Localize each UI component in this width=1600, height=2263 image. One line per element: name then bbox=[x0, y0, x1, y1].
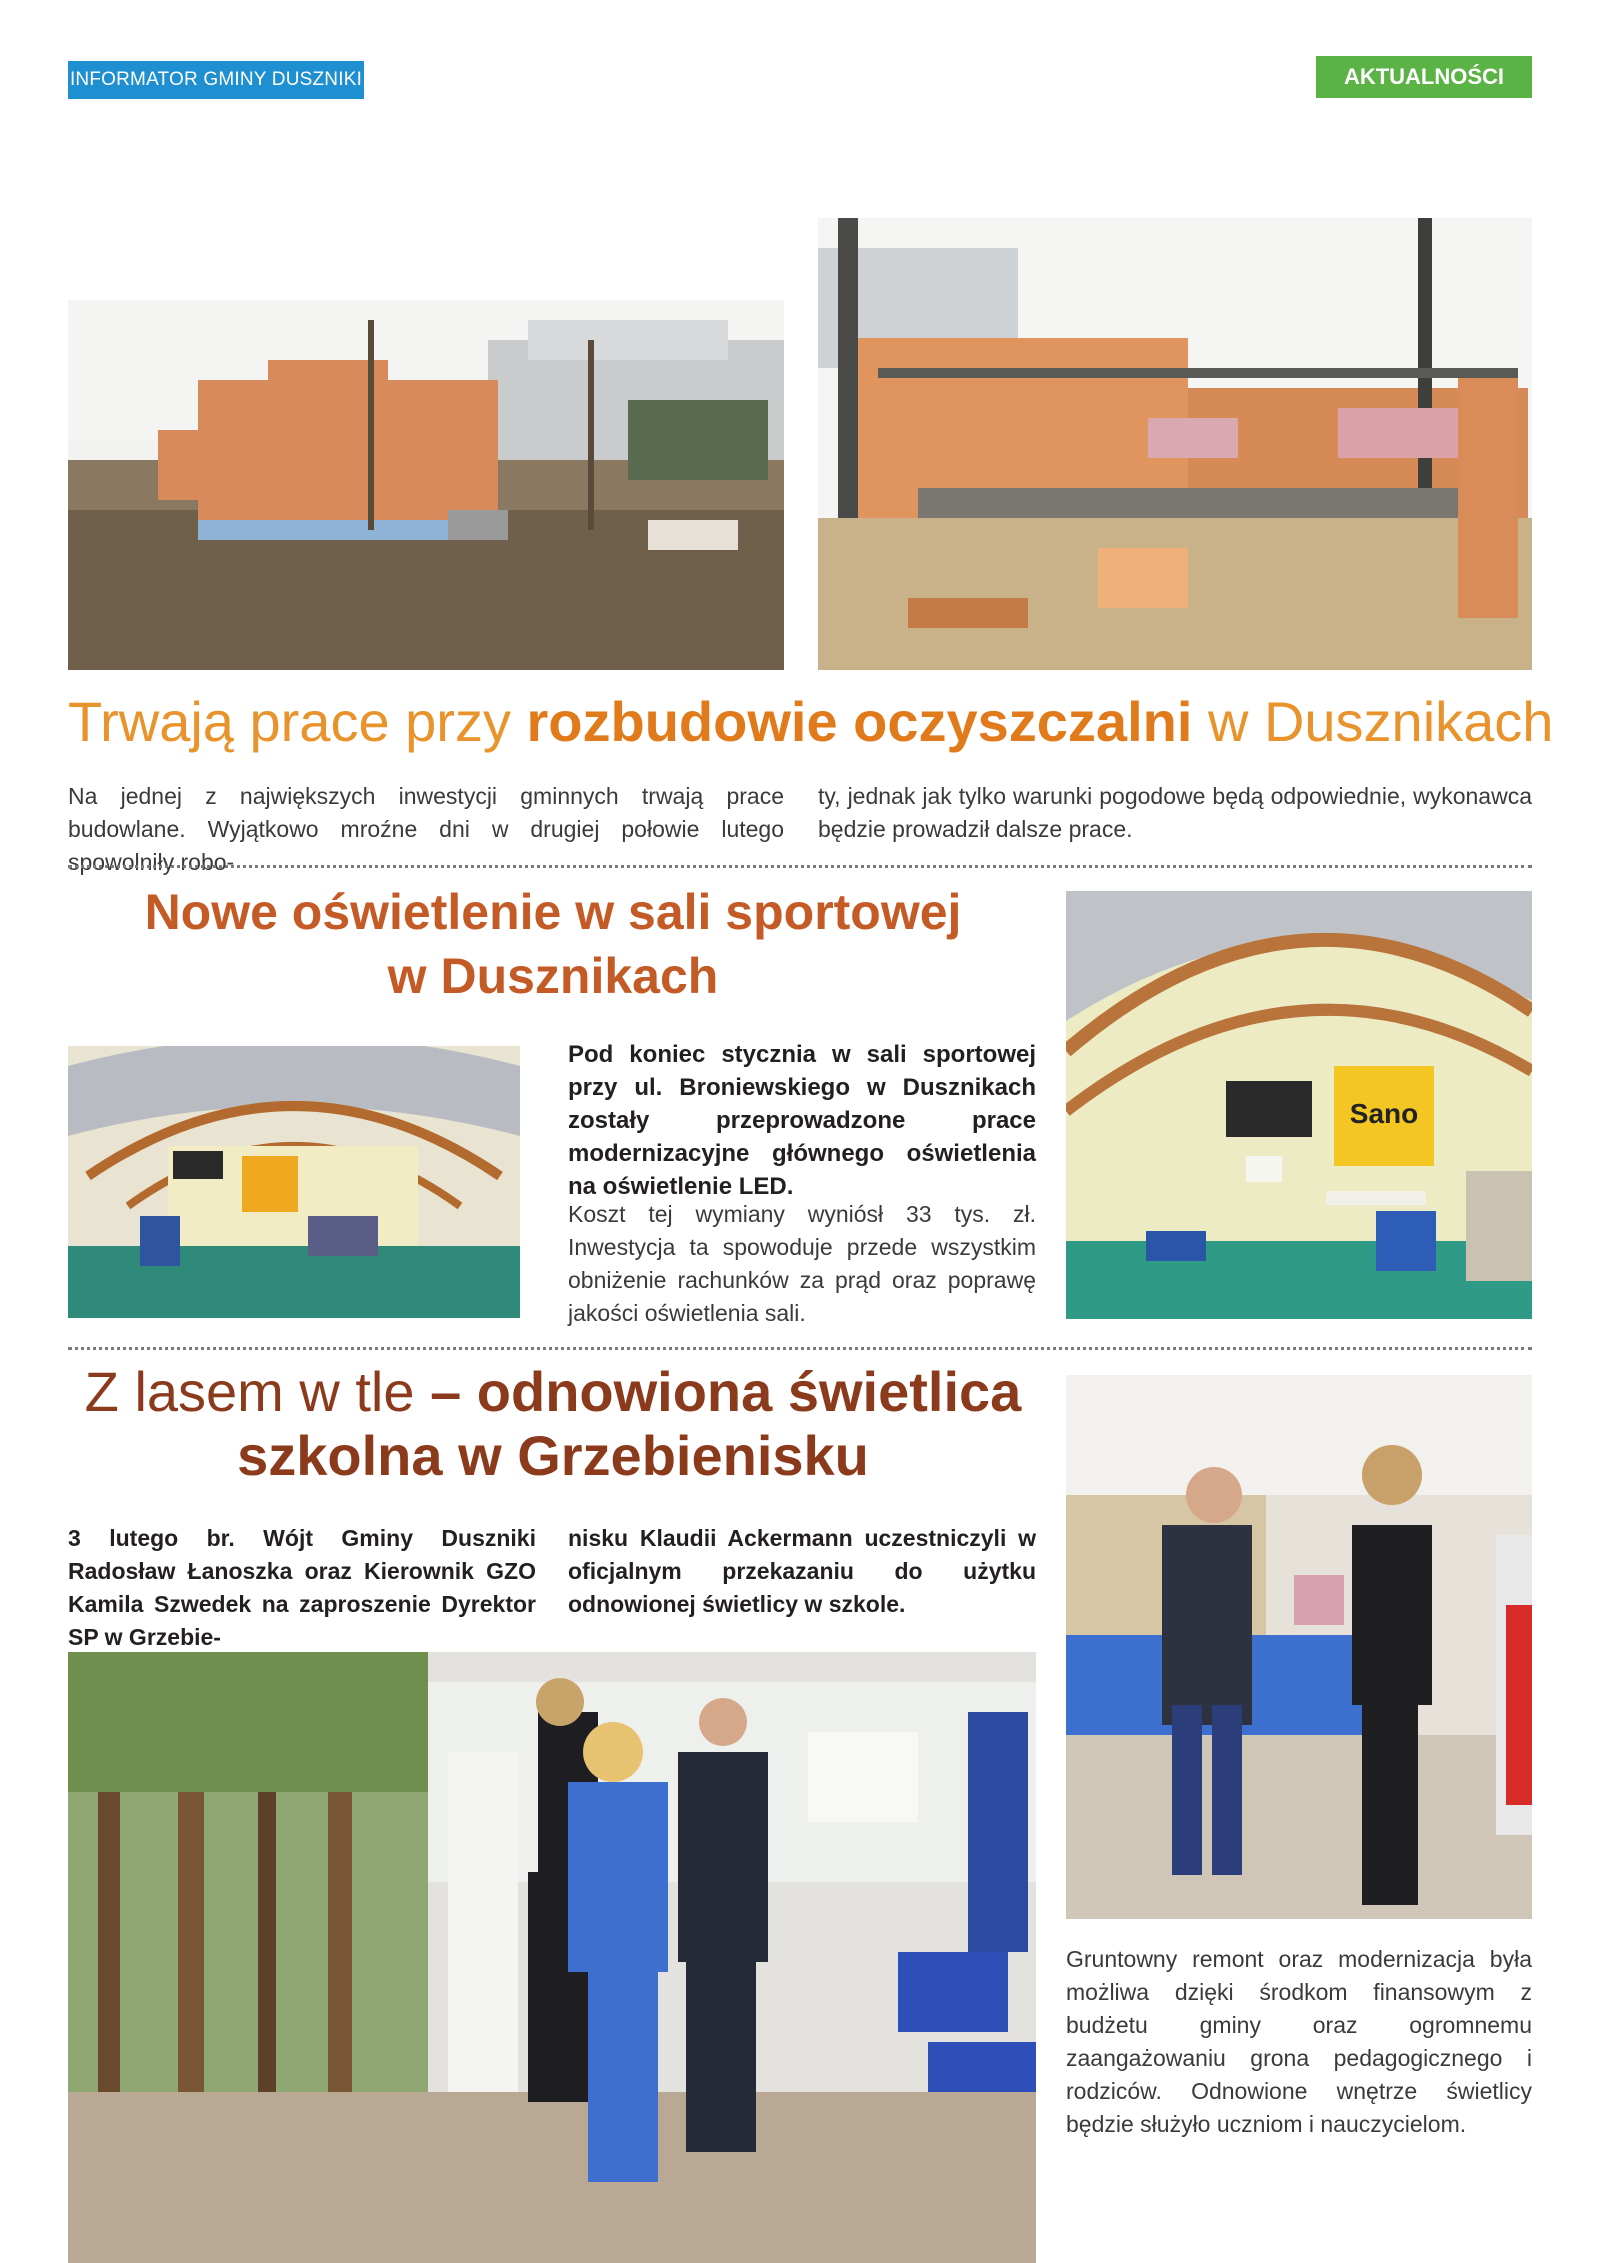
article1-column2: ty, jednak jak tylko warunki pogodowe będą odpowiednie, wykonawca będzie prowadził dalsze prace. bbox=[818, 783, 1532, 842]
section-divider bbox=[68, 1347, 1532, 1350]
sports-hall-photo-large bbox=[1066, 891, 1532, 1319]
construction-site-photo-2 bbox=[818, 218, 1532, 670]
article3-headline-line2: szkolna w Grzebienisku bbox=[237, 1424, 869, 1487]
article3-column1: 3 lutego br. Wójt Gminy Duszniki Radosław Łanoszka oraz Kierownik GZO Kamila Szwedek na zaproszenie Dyrektor SP w Grzebie- bbox=[68, 1525, 536, 1650]
article3-headline-line1: Z lasem w tle – odnowiona świetlica bbox=[84, 1360, 1022, 1423]
article2-headline bbox=[68, 880, 1038, 1008]
sports-hall-photo-small bbox=[68, 1046, 520, 1318]
magazine-title-badge: INFORMATOR GMINY DUSZNIKI bbox=[68, 61, 364, 99]
article2-body: Koszt tej wymiany wyniósł 33 tys. zł. Inwestycja ta spowoduje przede wszystkim obniżenie rachunków za prąd oraz poprawę jakości oświetlenia sali. bbox=[568, 1201, 1036, 1326]
article3-headline bbox=[68, 1360, 1038, 1488]
article3-column2: nisku Klaudii Ackermann uczestniczyli w oficjalnym przekazaniu do użytku odnowionej świetlicy w szkole. bbox=[568, 1525, 1036, 1617]
article1-column1: Na jednej z największych inwestycji gminnych trwają prace budowlane. Wyjątkowo mroźne dni w drugiej połowie lutego spowolniły robo- bbox=[68, 783, 784, 875]
article2-headline-line2: w Dusznikach bbox=[387, 948, 719, 1004]
article1-headline: Trwają prace przy rozbudowie oczyszczalni w Dusznikach bbox=[68, 690, 1554, 753]
forest-mural-room-photo bbox=[68, 1652, 1036, 2263]
article3-side-text: Gruntowny remont oraz modernizacja była możliwa dzięki środkom finansowym z budżetu gminy oraz ogromnemu zaangażowaniu grona pedagogicznego i rodziców. Odnowione wnętrze świetlicy będzie służyło uczniom i nauczycielom. bbox=[1066, 1946, 1532, 2137]
article2-headline-line1: Nowe oświetlenie w sali sportowej bbox=[144, 884, 962, 940]
article2-lead: Pod koniec stycznia w sali sportowej przy ul. Broniewskiego w Dusznikach zostały przeprowadzone prace modernizacyjne głównego oświetlenia na oświetlenie LED. bbox=[568, 1041, 1036, 1200]
construction-site-photo-1 bbox=[68, 300, 784, 670]
section-badge: AKTUALNOŚCI bbox=[1316, 56, 1532, 98]
sano-banner-text: Sano bbox=[1349, 1098, 1419, 1129]
handover-ceremony-photo bbox=[1066, 1375, 1532, 1919]
section-divider bbox=[68, 865, 1532, 868]
